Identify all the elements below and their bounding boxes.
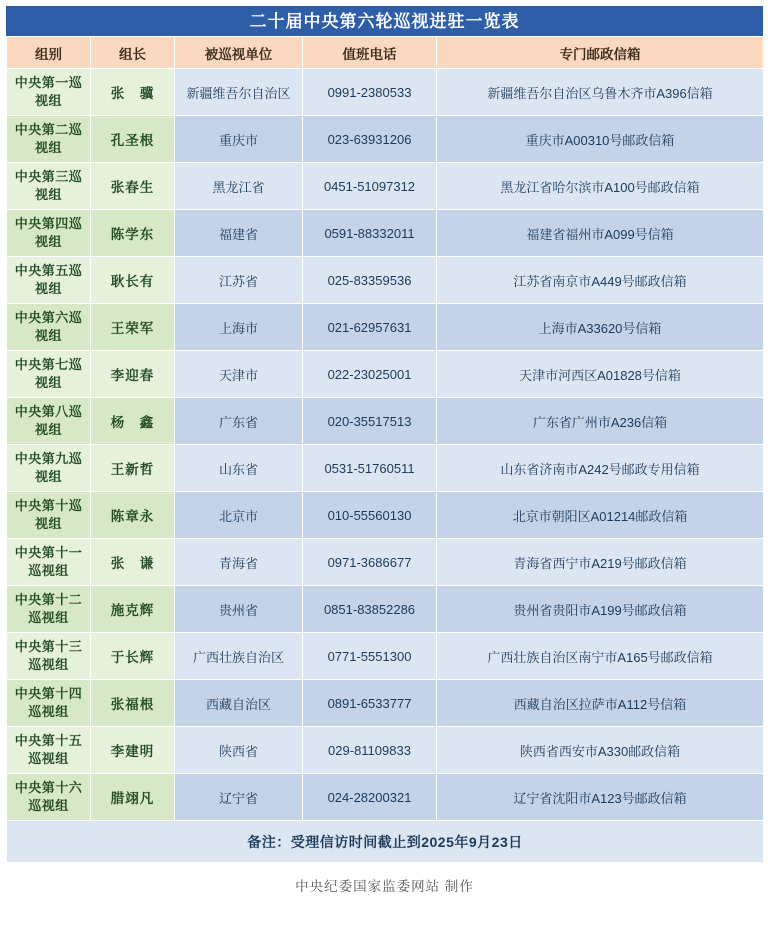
cell-group: 中央第十巡视组 <box>7 492 91 539</box>
cell-leader: 耿长有 <box>91 257 175 304</box>
cell-phone: 025-83359536 <box>303 257 437 304</box>
table-note: 备注：受理信访时间截止到2025年9月23日 <box>7 821 764 863</box>
table-row <box>7 633 764 680</box>
cell-leader: 张春生 <box>91 163 175 210</box>
table-row <box>7 257 764 304</box>
cell-group: 中央第八巡视组 <box>7 398 91 445</box>
cell-phone: 024-28200321 <box>303 774 437 821</box>
cell-leader: 腊翊凡 <box>91 774 175 821</box>
cell-leader: 陈章永 <box>91 492 175 539</box>
cell-unit: 黑龙江省 <box>175 163 303 210</box>
cell-mailbox: 青海省西宁市A219号邮政信箱 <box>437 539 764 586</box>
cell-group: 中央第十六巡视组 <box>7 774 91 821</box>
cell-phone: 022-23025001 <box>303 351 437 398</box>
cell-unit: 福建省 <box>175 210 303 257</box>
cell-unit: 山东省 <box>175 445 303 492</box>
cell-group: 中央第九巡视组 <box>7 445 91 492</box>
cell-leader: 张 骥 <box>91 69 175 116</box>
cell-group: 中央第十四巡视组 <box>7 680 91 727</box>
cell-leader: 李建明 <box>91 727 175 774</box>
cell-unit: 广东省 <box>175 398 303 445</box>
cell-group: 中央第五巡视组 <box>7 257 91 304</box>
cell-group: 中央第四巡视组 <box>7 210 91 257</box>
cell-mailbox: 广西壮族自治区南宁市A165号邮政信箱 <box>437 633 764 680</box>
cell-phone: 0451-51097312 <box>303 163 437 210</box>
cell-phone: 0891-6533777 <box>303 680 437 727</box>
cell-phone: 0591-88332011 <box>303 210 437 257</box>
table-row <box>7 680 764 727</box>
cell-mailbox: 新疆维吾尔自治区乌鲁木齐市A396信箱 <box>437 69 764 116</box>
cell-unit: 辽宁省 <box>175 774 303 821</box>
cell-mailbox: 重庆市A00310号邮政信箱 <box>437 116 764 163</box>
column-header-phone: 值班电话 <box>303 37 437 69</box>
cell-phone: 029-81109833 <box>303 727 437 774</box>
cell-unit: 陕西省 <box>175 727 303 774</box>
cell-group: 中央第十二巡视组 <box>7 586 91 633</box>
cell-mailbox: 山东省济南市A242号邮政专用信箱 <box>437 445 764 492</box>
cell-phone: 0531-51760511 <box>303 445 437 492</box>
cell-leader: 于长辉 <box>91 633 175 680</box>
cell-group: 中央第二巡视组 <box>7 116 91 163</box>
cell-phone: 0971-3686677 <box>303 539 437 586</box>
column-header-mailbox: 专门邮政信箱 <box>437 37 764 69</box>
cell-group: 中央第七巡视组 <box>7 351 91 398</box>
cell-mailbox: 上海市A33620号信箱 <box>437 304 764 351</box>
table-row <box>7 116 764 163</box>
cell-unit: 西藏自治区 <box>175 680 303 727</box>
cell-unit: 江苏省 <box>175 257 303 304</box>
page-title: 二十届中央第六轮巡视进驻一览表 <box>6 6 763 36</box>
cell-group: 中央第十三巡视组 <box>7 633 91 680</box>
cell-group: 中央第六巡视组 <box>7 304 91 351</box>
cell-unit: 新疆维吾尔自治区 <box>175 69 303 116</box>
cell-group: 中央第十五巡视组 <box>7 727 91 774</box>
column-header-unit: 被巡视单位 <box>175 37 303 69</box>
note-row <box>7 821 764 863</box>
cell-unit: 青海省 <box>175 539 303 586</box>
cell-phone: 020-35517513 <box>303 398 437 445</box>
table-row <box>7 727 764 774</box>
table-row <box>7 304 764 351</box>
table-header-row <box>7 37 764 69</box>
cell-leader: 李迎春 <box>91 351 175 398</box>
cell-mailbox: 北京市朝阳区A01214邮政信箱 <box>437 492 764 539</box>
cell-unit: 广西壮族自治区 <box>175 633 303 680</box>
cell-leader: 张福根 <box>91 680 175 727</box>
cell-phone: 0851-83852286 <box>303 586 437 633</box>
cell-mailbox: 黑龙江省哈尔滨市A100号邮政信箱 <box>437 163 764 210</box>
table-row <box>7 69 764 116</box>
table-row <box>7 539 764 586</box>
table-row <box>7 398 764 445</box>
cell-leader: 施克辉 <box>91 586 175 633</box>
cell-group: 中央第十一巡视组 <box>7 539 91 586</box>
table-row <box>7 492 764 539</box>
cell-phone: 021-62957631 <box>303 304 437 351</box>
cell-group: 中央第一巡视组 <box>7 69 91 116</box>
cell-mailbox: 贵州省贵阳市A199号邮政信箱 <box>437 586 764 633</box>
cell-mailbox: 陕西省西安市A330邮政信箱 <box>437 727 764 774</box>
footer-credit: 中央纪委国家监委网站 制作 <box>295 879 474 894</box>
cell-unit: 重庆市 <box>175 116 303 163</box>
column-header-leader: 组长 <box>91 37 175 69</box>
cell-unit: 上海市 <box>175 304 303 351</box>
table-body <box>7 69 764 863</box>
cell-leader: 孔圣根 <box>91 116 175 163</box>
cell-leader: 张 谦 <box>91 539 175 586</box>
cell-mailbox: 天津市河西区A01828号信箱 <box>437 351 764 398</box>
cell-mailbox: 江苏省南京市A449号邮政信箱 <box>437 257 764 304</box>
cell-phone: 010-55560130 <box>303 492 437 539</box>
cell-leader: 王荣军 <box>91 304 175 351</box>
cell-phone: 0771-5551300 <box>303 633 437 680</box>
table-row <box>7 163 764 210</box>
table-row <box>7 586 764 633</box>
cell-mailbox: 西藏自治区拉萨市A112号信箱 <box>437 680 764 727</box>
column-header-group: 组别 <box>7 37 91 69</box>
cell-unit: 贵州省 <box>175 586 303 633</box>
cell-group: 中央第三巡视组 <box>7 163 91 210</box>
table-row <box>7 774 764 821</box>
cell-leader: 陈学东 <box>91 210 175 257</box>
table-row <box>7 210 764 257</box>
cell-leader: 王新哲 <box>91 445 175 492</box>
cell-unit: 天津市 <box>175 351 303 398</box>
table-row <box>7 445 764 492</box>
cell-unit: 北京市 <box>175 492 303 539</box>
cell-leader: 杨 鑫 <box>91 398 175 445</box>
cell-mailbox: 广东省广州市A236信箱 <box>437 398 764 445</box>
table-row <box>7 351 764 398</box>
cell-mailbox: 辽宁省沈阳市A123号邮政信箱 <box>437 774 764 821</box>
inspection-table <box>6 36 764 863</box>
cell-phone: 0991-2380533 <box>303 69 437 116</box>
cell-phone: 023-63931206 <box>303 116 437 163</box>
cell-mailbox: 福建省福州市A099号信箱 <box>437 210 764 257</box>
